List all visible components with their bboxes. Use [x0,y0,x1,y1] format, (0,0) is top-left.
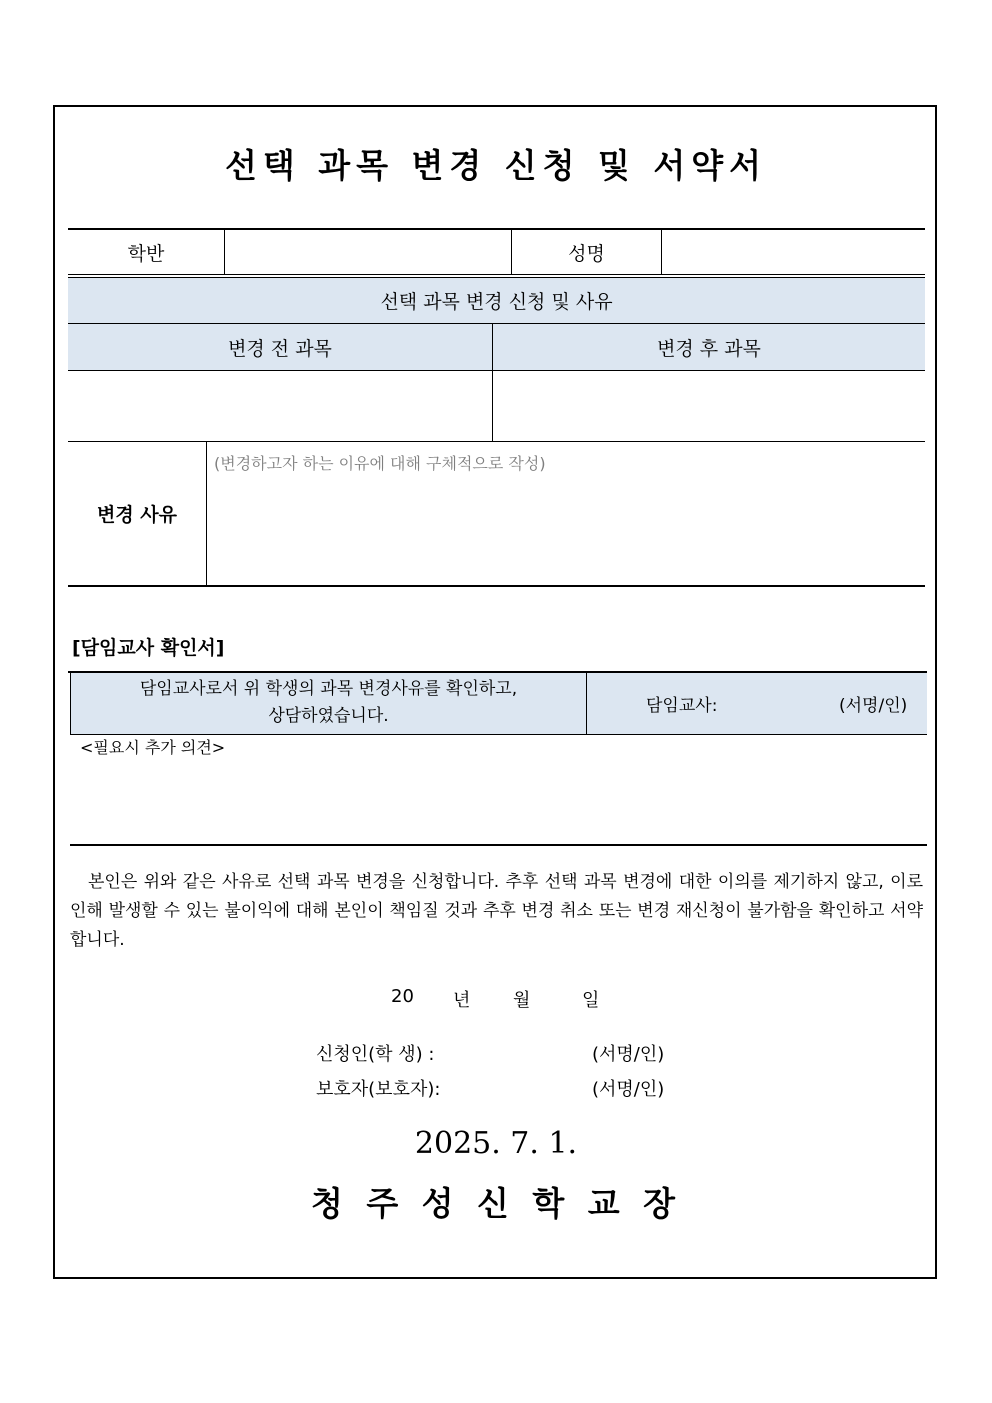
name-field[interactable] [662,230,925,274]
date-month-unit: 월 [513,990,531,1011]
after-subject-label: 변경 후 과목 [657,337,761,360]
student-id-label: 학반 [127,242,165,265]
extra-opinion-field[interactable] [70,757,927,843]
applicant-sign: (서명/인) [592,1044,665,1065]
reason-field[interactable] [207,475,925,583]
teacher-statement-line1: 담임교사로서 위 학생의 과목 변경사유를 확인하고, [139,679,518,699]
pledge-text: 본인은 위와 같은 사유로 선택 과목 변경을 신청합니다. 추후 선택 과목 변경에 대한 이의를 제기하지 않고, 이로 인해 발생할 수 있는 불이익에 대해 본인이 책임질 것과 추후 변경 취소 또는 변경 재신청이 불가함을 확인하고 서약합니다. [70,872,923,950]
student-id-field[interactable] [225,230,511,274]
form-title: 선택 과목 변경 신청 및 서약서 [225,146,767,185]
date-year-unit: 년 [453,990,471,1011]
before-subject-label: 변경 전 과목 [228,337,332,360]
applicant-label: 신청인(학 생) : [316,1044,435,1065]
principal-title: 청 주 성 신 학 교 장 [310,1184,682,1223]
issue-date: 2025. 7. 1. [414,1126,578,1161]
teacher-sign-label: 담임교사: [646,696,718,716]
rule [68,585,925,587]
divider [586,673,587,734]
rule [68,274,925,275]
rule [70,844,927,846]
reason-label: 변경 사유 [96,504,178,526]
extra-opinion-label: <필요시 추가 의견> [80,738,226,757]
guardian-sign: (서명/인) [592,1079,665,1100]
guardian-label: 보호자(보호자): [316,1079,441,1100]
teacher-section-title: [담임교사 확인서] [72,637,225,659]
teacher-statement-line2: 상담하였습니다. [268,706,389,726]
before-subject-field[interactable] [68,371,492,441]
after-subject-field[interactable] [493,371,925,441]
reason-placeholder: (변경하고자 하는 이유에 대해 구체적으로 작성) [214,454,546,473]
teacher-sign-mark: (서명/인) [839,696,908,716]
date-year: 20 [391,986,414,1007]
teacher-statement [71,676,586,730]
date-day-unit: 일 [582,990,600,1011]
name-label: 성명 [568,242,605,265]
section-header: 선택 과목 변경 신청 및 사유 [380,291,613,313]
